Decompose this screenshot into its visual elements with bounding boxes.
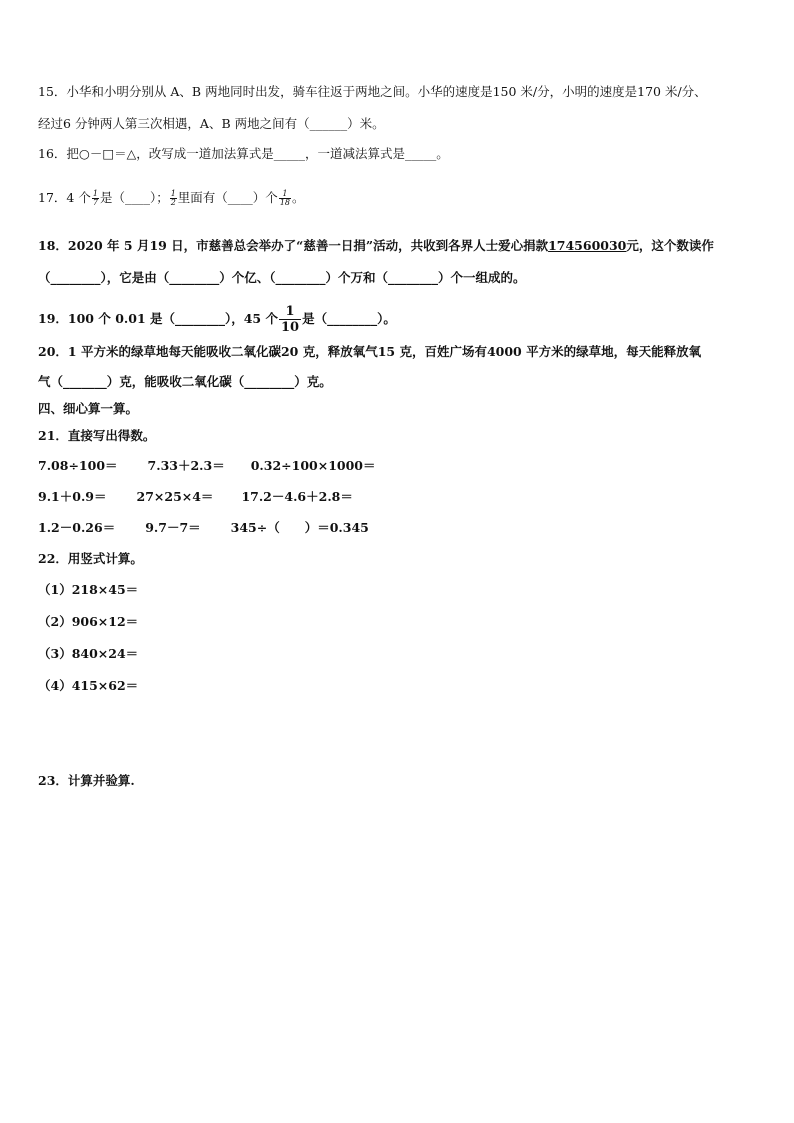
section-4-title: 四、细心算一算。 bbox=[38, 401, 139, 416]
fraction-one-seventh: $\frac{1}{7}$ bbox=[92, 189, 98, 207]
calc-item: 345÷（ ）＝0.345 bbox=[230, 520, 369, 535]
fraction-one-tenth: $\frac{1}{10}$ bbox=[281, 304, 300, 335]
calc-item: 7.08÷100＝ bbox=[38, 458, 118, 473]
vertical-calc-3: （3）840×24＝ bbox=[38, 646, 139, 661]
calc-item: 9.7－7＝ bbox=[145, 520, 201, 535]
question-15-line-1: 15．小华和小明分别从 A、B 两地同时出发，骑车往返于两地之间。小华的速度是150 米/分，小明的速度是170 米/分、 bbox=[38, 84, 707, 99]
question-23-title: 23．计算并验算. bbox=[38, 773, 135, 788]
question-17 bbox=[38, 190, 305, 207]
calc-row-1 bbox=[38, 458, 376, 474]
vertical-calc-2: （2）906×12＝ bbox=[38, 614, 139, 629]
question-20-line-2: 气（_______）克，能吸收二氧化碳（________）克。 bbox=[38, 374, 332, 389]
calc-item: 7.33＋2.3＝ bbox=[147, 458, 225, 473]
question-15-line-2: 经过6 分钟两人第三次相遇，A、B 两地之间有（______）米。 bbox=[38, 116, 385, 131]
question-22-title: 22．用竖式计算。 bbox=[38, 551, 143, 566]
question-18-line-1 bbox=[38, 238, 714, 254]
q18-text-b: 元，这个数读作 bbox=[626, 238, 714, 253]
fraction-one-eighteenth: $\frac{1}{18}$ bbox=[279, 189, 290, 207]
question-21-title: 21．直接写出得数。 bbox=[38, 428, 156, 443]
calc-row-2 bbox=[38, 489, 353, 505]
question-16: 16．把○－□＝△，改写成一道加法算式是_____，一道减法算式是_____。 bbox=[38, 146, 449, 161]
vertical-calc-1: （1）218×45＝ bbox=[38, 582, 139, 597]
calc-item: 27×25×4＝ bbox=[136, 489, 214, 504]
q17-mid2: 里面有（____）个 bbox=[177, 190, 278, 205]
q19-suffix: 是（________）。 bbox=[302, 311, 396, 326]
q17-mid: 是（____）； bbox=[99, 190, 169, 205]
calc-item: 0.32÷100×1000＝ bbox=[250, 458, 376, 473]
question-19 bbox=[38, 304, 396, 335]
question-20-line-1: 20．1 平方米的绿草地每天能吸收二氧化碳20 克，释放氧气15 克，百姓广场有4000 平方米的绿草地，每天能释放氧 bbox=[38, 344, 702, 359]
calc-item: 9.1＋0.9＝ bbox=[38, 489, 107, 504]
calc-item: 17.2－4.6＋2.8＝ bbox=[241, 489, 353, 504]
calc-item: 1.2－0.26＝ bbox=[38, 520, 116, 535]
q18-text-a: 18．2020 年 5 月19 日，市慈善总会举办了“慈善一日捐”活动，共收到各界人士爱心捐款 bbox=[38, 238, 549, 253]
calc-row-3 bbox=[38, 520, 369, 536]
q19-prefix: 19．100 个 0.01 是（________），45 个 bbox=[38, 311, 278, 326]
q17-prefix: 17．4 个 bbox=[38, 190, 91, 205]
question-18-line-2: （________），它是由（________）个亿、（________）个万和（________）个一组成的。 bbox=[38, 270, 526, 285]
q17-suffix: 。 bbox=[292, 190, 305, 205]
donation-amount: 174560030 bbox=[548, 238, 627, 253]
fraction-one-half: $\frac{1}{2}$ bbox=[170, 189, 176, 207]
vertical-calc-4: （4）415×62＝ bbox=[38, 678, 139, 693]
